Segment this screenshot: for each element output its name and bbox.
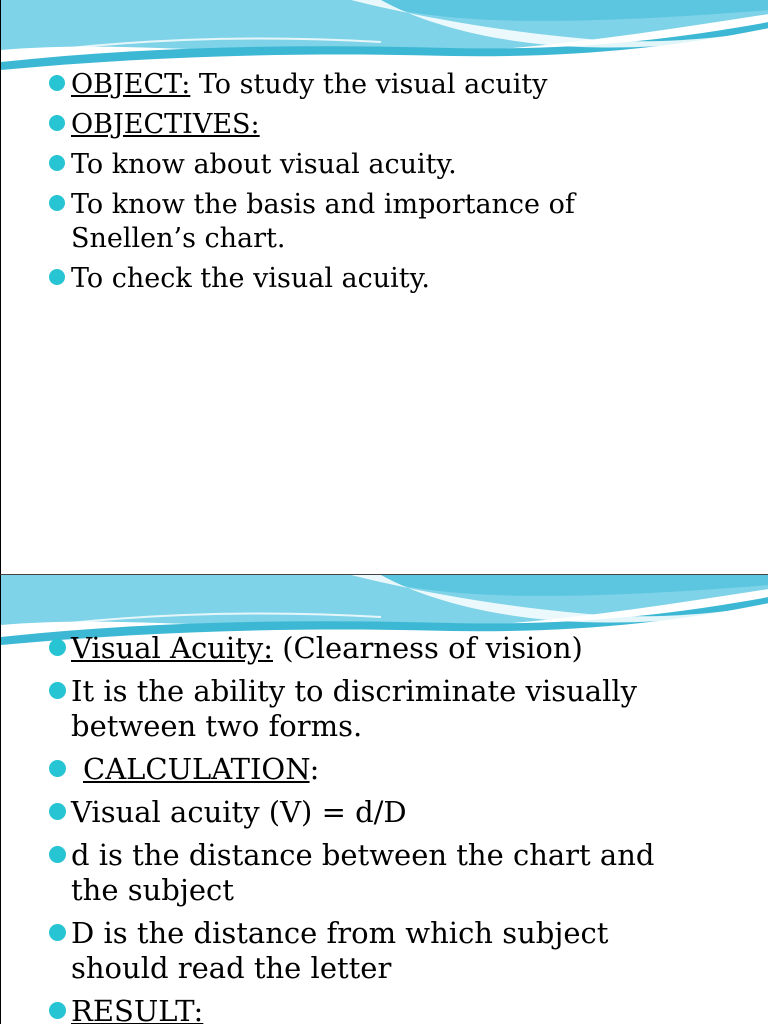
bullet-dot-icon	[49, 639, 66, 656]
object-label: OBJECT:	[71, 69, 191, 100]
list-item	[1, 262, 768, 296]
list-item	[1, 916, 768, 986]
list-item	[1, 674, 768, 744]
bullet-dot-icon	[49, 924, 66, 941]
slide-visual-acuity	[0, 575, 768, 1024]
list-item-text: To know about visual acuity.	[71, 149, 457, 180]
list-item-text: D is the distance from which subject	[71, 916, 609, 950]
list-item-text: It is the ability to discriminate visually	[71, 674, 637, 708]
visual-acuity-label: Visual Acuity:	[71, 631, 273, 665]
bullet-dot-icon	[49, 115, 65, 131]
list-item-text-continued: between two forms.	[71, 709, 363, 743]
bullet-dot-icon	[49, 155, 65, 171]
list-item-text-continued: Snellen’s chart.	[71, 223, 286, 254]
formula-text: Visual acuity (V) = d/D	[71, 795, 407, 829]
bullet-dot-icon	[49, 760, 66, 777]
list-item	[1, 108, 768, 142]
list-item	[1, 838, 768, 908]
bullet-dot-icon	[49, 682, 66, 699]
bullet-list	[1, 68, 768, 302]
list-item	[1, 752, 768, 787]
list-item	[1, 188, 768, 256]
bullet-dot-icon	[49, 846, 66, 863]
bullet-dot-icon	[49, 1002, 66, 1019]
list-item	[1, 994, 768, 1024]
list-item-text-continued: the subject	[71, 873, 234, 907]
list-item	[1, 795, 768, 830]
list-item-text: To study the visual acuity	[190, 69, 548, 100]
calculation-label: CALCULATION	[83, 752, 310, 786]
bullet-list	[1, 631, 768, 1024]
list-item	[1, 148, 768, 182]
objectives-label: OBJECTIVES:	[71, 109, 260, 140]
list-item-text: d is the distance between the chart and	[71, 838, 655, 872]
bullet-dot-icon	[49, 75, 65, 91]
bullet-dot-icon	[49, 803, 66, 820]
list-item	[1, 68, 768, 102]
list-item-text: To check the visual acuity.	[71, 263, 430, 294]
list-item-text: :	[309, 752, 320, 786]
list-item-text: To know the basis and importance of	[71, 189, 575, 220]
bullet-dot-icon	[49, 269, 65, 285]
bullet-dot-icon	[49, 195, 65, 211]
list-item-text-continued: should read the letter	[71, 951, 392, 985]
list-item-text: (Clearness of vision)	[273, 631, 583, 665]
result-label: RESULT:	[71, 994, 204, 1024]
list-item	[1, 631, 768, 666]
